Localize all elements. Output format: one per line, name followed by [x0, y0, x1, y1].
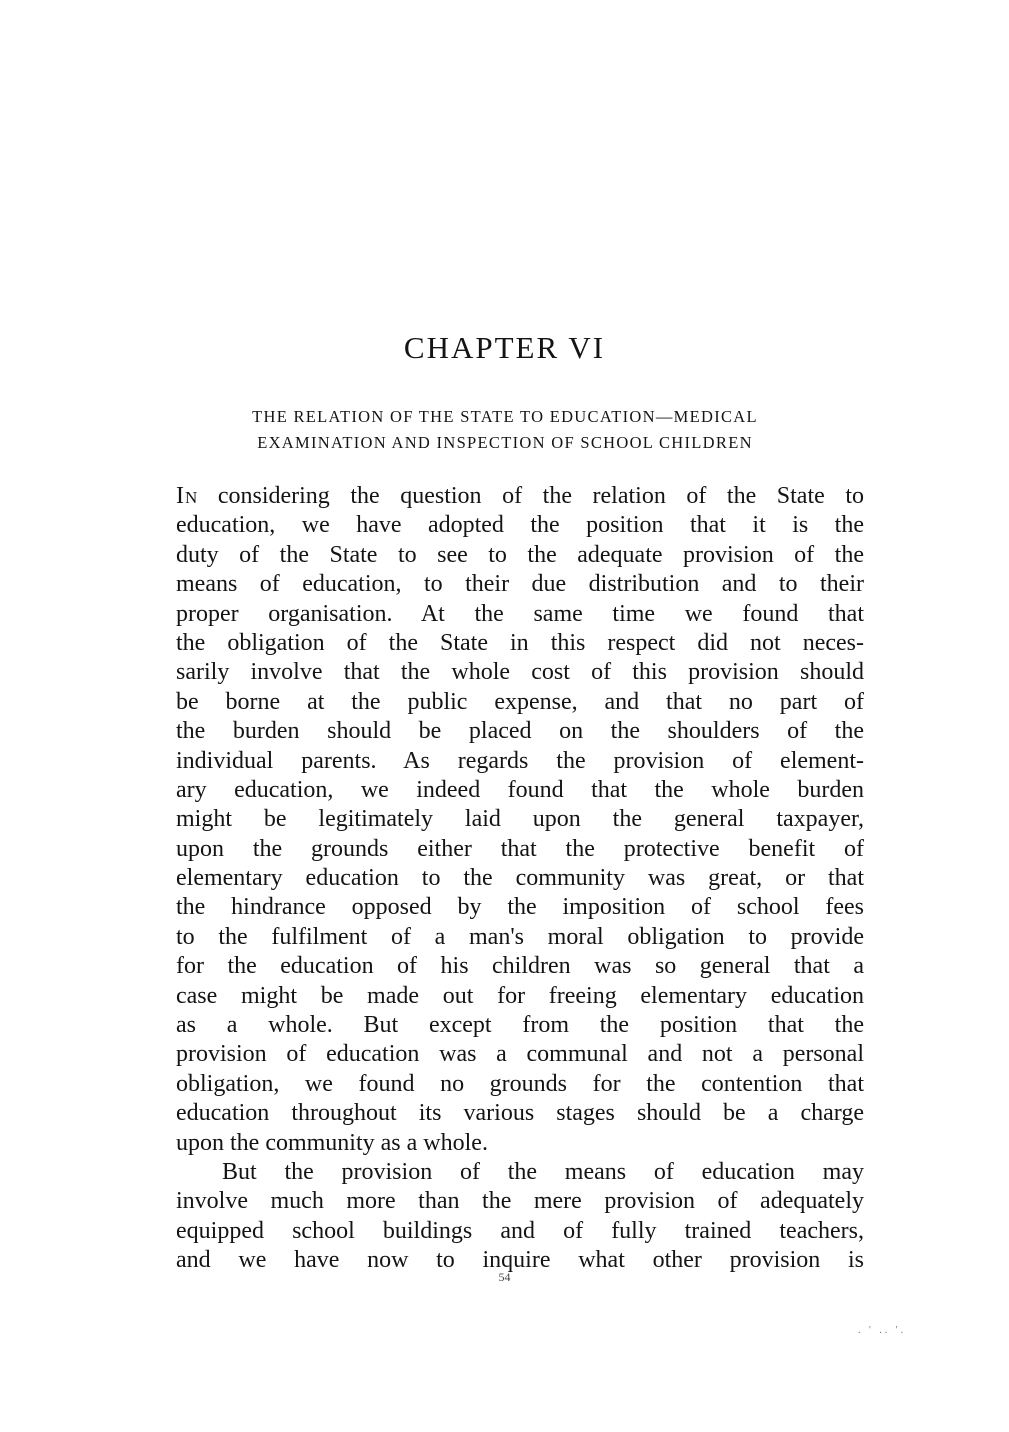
chapter-subtitle [150, 404, 860, 456]
text-line: duty of the State to see to the adequate provision of the [176, 541, 864, 568]
text-line: case might be made out for freeing elementary education [176, 982, 864, 1009]
scan-specks-decoration: . ' .. '. [858, 1325, 907, 1336]
text-line: means of education, to their due distribution and to their [176, 571, 864, 598]
text-line: and we have now to inquire what other provision is [176, 1247, 864, 1274]
text-line: as a whole. But except from the position that the [176, 1012, 864, 1039]
page-number: 54 [498, 1270, 511, 1284]
text-line: upon the grounds either that the protective benefit of [176, 835, 864, 862]
text-line: proper organisation. At the same time we found that [176, 600, 864, 627]
chapter-heading: CHAPTER VI [403, 330, 606, 365]
text-line: elementary education to the community was great, or that [176, 865, 864, 892]
text-line-1 [176, 482, 864, 511]
text-line: equipped school buildings and of fully trained teachers, [176, 1217, 864, 1244]
text-line: the obligation of the State in this respect did not neces- [176, 629, 864, 656]
text-line: education, we have adopted the position that it is the [176, 512, 864, 539]
text-line: involve much more than the mere provision of adequately [176, 1188, 864, 1215]
text-line: But the provision of the means of education may [222, 1158, 864, 1185]
text-line: upon the community as a whole. [176, 1129, 488, 1156]
text-line: the hindrance opposed by the imposition of school fees [176, 894, 864, 921]
text-line: individual parents. As regards the provision of element- [176, 747, 864, 774]
body-text [176, 482, 864, 1276]
text-line-1-rest: considering the question of the relation of the State to [197, 483, 864, 509]
text-line: education throughout its various stages should be a charge [176, 1100, 864, 1127]
text-line: the burden should be placed on the shoulders of the [176, 718, 864, 745]
chapter-subtitle-line-1: THE RELATION OF THE STATE TO EDUCATION—MEDICAL [252, 407, 758, 426]
text-line: ary education, we indeed found that the whole burden [176, 776, 864, 803]
text-line: obligation, we found no grounds for the contention that [176, 1070, 864, 1097]
text-line: for the education of his children was so general that a [176, 953, 864, 980]
text-line: to the fulfilment of a man's moral obligation to provide [176, 923, 864, 950]
text-line: provision of education was a communal and not a personal [176, 1041, 864, 1068]
chapter-subtitle-line-2: EXAMINATION AND INSPECTION OF SCHOOL CHILDREN [257, 433, 753, 452]
drop-cap: I [176, 483, 185, 509]
text-line: be borne at the public expense, and that no part of [176, 688, 864, 715]
drop-cap-rest: N [185, 488, 198, 507]
text-line: sarily involve that the whole cost of this provision should [176, 659, 864, 686]
text-line: might be legitimately laid upon the general taxpayer, [176, 806, 864, 833]
